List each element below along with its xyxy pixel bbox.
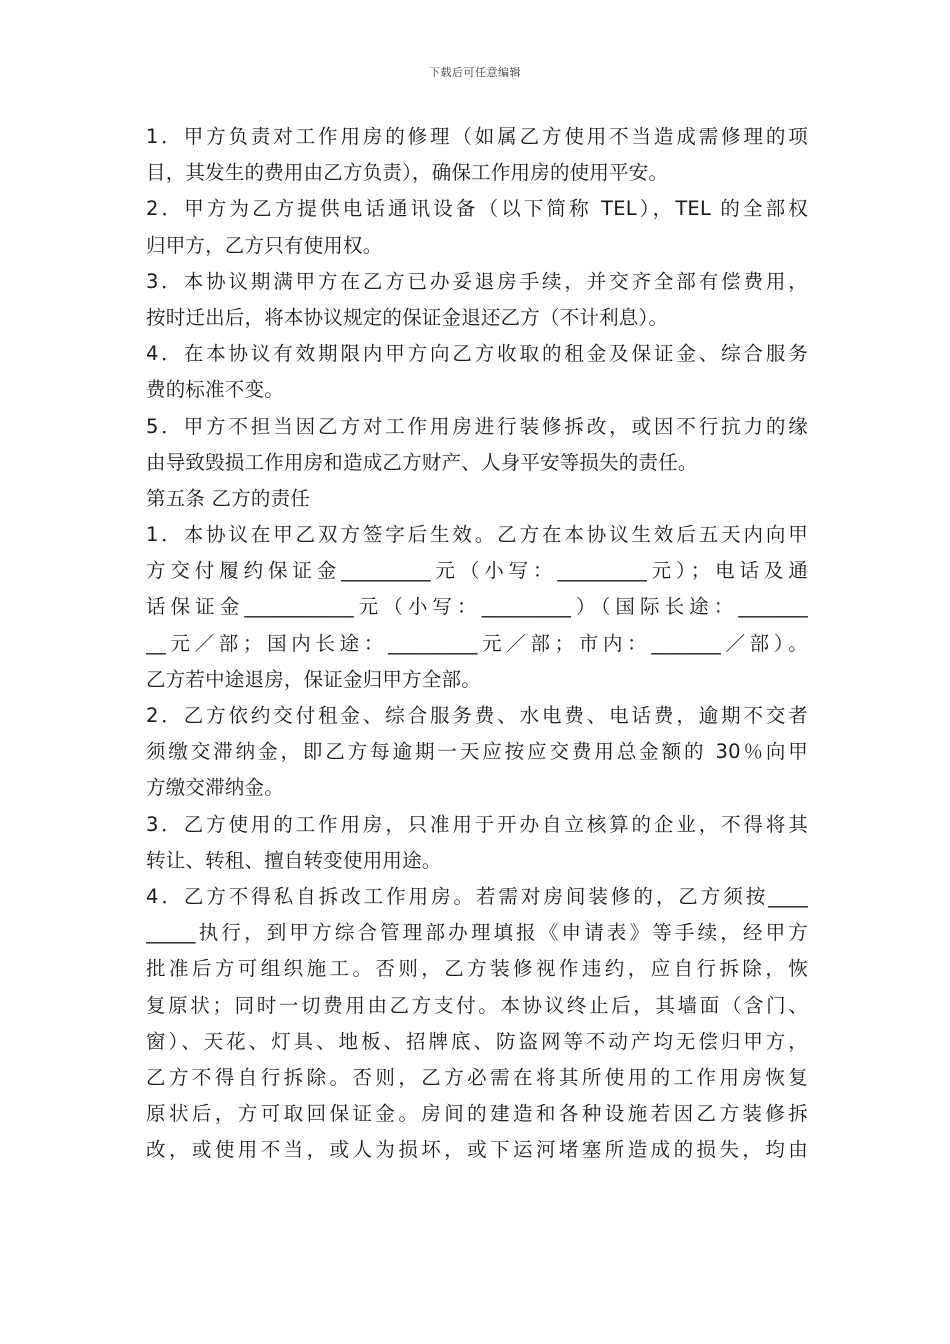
text-line: 2．乙方依约交付租金、综合服务费、水电费、电话费，逾期不交者 [146,704,808,727]
text-line: 乙方不得自行拆除。否则，乙方必需在将其所使用的工作用房恢复 [146,1065,808,1089]
text-line: 由导致毁损工作用房和造成乙方财产、人身平安等损失的责任。 [146,450,698,474]
text-line: 方缴交滞纳金。 [146,776,284,800]
text-line: 改，或使用不当，或人为损坏，或下运河堵塞所造成的损失，均由 [146,1138,808,1162]
text-line: _____执行，到甲方综合管理部办理填报《申请表》等手续，经甲方 [146,921,808,945]
document-body [146,119,808,1168]
text-line: 批准后方可组织施工。否则，乙方装修视作违约，应自行拆除，恢 [146,957,808,981]
text-line: 方交付履约保证金_________元（小写：_________元）；电话及通 [146,559,808,583]
text-line: 1．甲方负责对工作用房的修理（如属乙方使用不当造成需修理的项 [146,125,808,148]
text-line: 须缴交滞纳金，即乙方每逾期一天应按应交费用总金额的 30％向甲 [146,740,808,764]
text-line: 按时迁出后，将本协议规定的保证金退还乙方（不计利息）。 [146,305,669,329]
text-line: 4．在本协议有效期限内甲方向乙方收取的租金及保证金、综合服务 [146,342,808,366]
text-line: 归甲方，乙方只有使用权。 [146,233,383,257]
text-line: 3．乙方使用的工作用房，只准用于开办自立核算的企业，不得将其 [146,812,808,836]
text-line: 目，其发生的费用由乙方负责），确保工作用房的使用平安。 [146,161,669,185]
text-line: __元／部；国内长途：_________元／部；市内：_______／部）。 [146,631,808,655]
section-heading: 第五条 乙方的责任 [146,486,310,510]
text-line: 原状后，方可取回保证金。房间的建造和各种设施若因乙方装修拆 [146,1102,808,1126]
text-line: 1．本协议在甲乙双方签字后生效。乙方在本协议生效后五天内向甲 [146,523,808,547]
text-line: 转让、转租、擅自转变使用用途。 [146,848,442,872]
page-header: 下载后可任意编辑 [429,66,521,79]
text-line: 话保证金___________元（小写：_________）（国际长途：_______ [146,595,808,619]
text-line: 窗）、天花、灯具、地板、招牌底、防盗网等不动产均无偿归甲方， [146,1029,808,1053]
text-line: 费的标准不变。 [146,378,284,402]
text-line: 3．本协议期满甲方在乙方已办妥退房手续，并交齐全部有偿费用， [146,269,808,293]
text-line: 复原状；同时一切费用由乙方支付。本协议终止后，其墙面（含门、 [146,993,808,1017]
text-line: 5．甲方不担当因乙方对工作用房进行装修拆改，或因不行抗力的缘 [146,414,808,438]
text-line: 2．甲方为乙方提供电话通讯设备（以下简称 TEL），TEL 的全部权 [146,197,808,221]
text-line: 乙方若中途退房，保证金归甲方全部。 [146,667,481,691]
text-line: 4．乙方不得私自拆改工作用房。若需对房间装修的，乙方须按____ [146,884,808,908]
